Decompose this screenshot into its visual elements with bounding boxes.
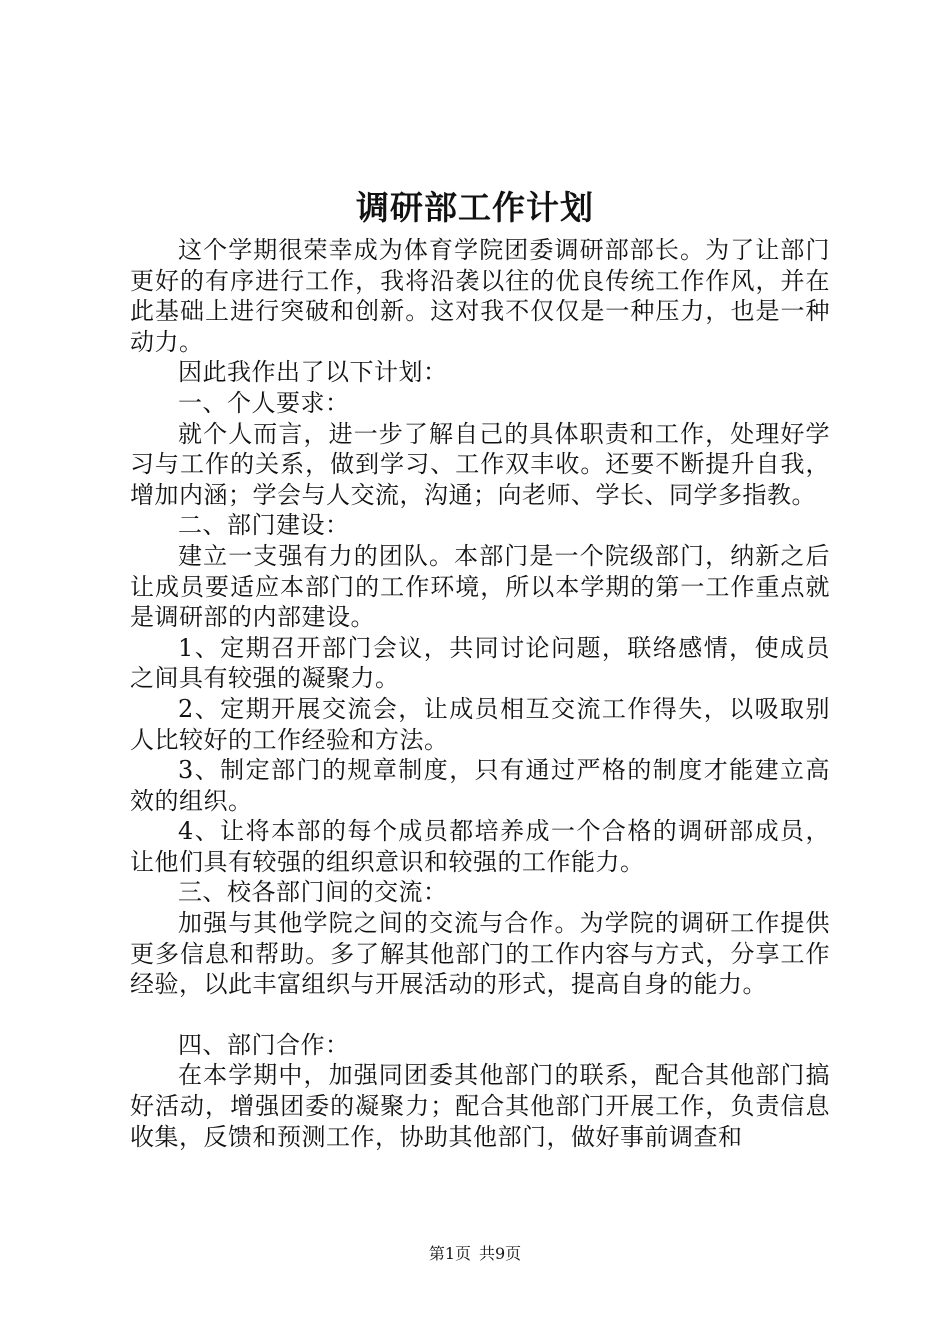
- page-total: 共9页: [479, 1244, 522, 1263]
- section-heading-personal: 一、个人要求：: [178, 388, 350, 417]
- section-heading-cooperation: 四、部门合作：: [178, 1030, 350, 1059]
- list-item-4: 4、让将本部的每个成员都培养成一个合格的调研部成员，让他们具有较强的组织意识和较强的工作能力。: [130, 817, 830, 876]
- document-body: [130, 235, 830, 1152]
- section-heading-exchange: 三、校各部门间的交流：: [178, 878, 448, 907]
- document-title: 调研部工作计划: [356, 188, 594, 227]
- list-item-1: 1、定期召开部门会议，共同讨论问题，联络感情，使成员之间具有较强的凝聚力。: [130, 633, 830, 693]
- paragraph-personal: 就个人而言，进一步了解自己的具体职责和工作，处理好学习与工作的关系，做到学习、工作双丰收。还要不断提升自我，增加内涵；学会与人交流，沟通；向老师、学长、同学多指教。: [130, 419, 830, 509]
- paragraph-intro: 这个学期很荣幸成为体育学院团委调研部部长。为了让部门更好的有序进行工作，我将沿袭以往的优良传统工作作风，并在此基础上进行突破和创新。这对我不仅仅是一种压力，也是一种动力。: [130, 236, 830, 356]
- paragraph-cooperation: 在本学期中，加强同团委其他部门的联系，配合其他部门搞好活动，增强团委的凝聚力；配合其他部门开展工作，负责信息收集，反馈和预测工作，协助其他部门，做好事前调查和: [130, 1061, 830, 1151]
- page-footer: [0, 1243, 950, 1265]
- paragraph-plan-lead: 因此我作出了以下计划：: [178, 358, 448, 387]
- list-item-3: 3、制定部门的规章制度，只有通过严格的制度才能建立高效的组织。: [130, 756, 830, 815]
- paragraph-exchange: 加强与其他学院之间的交流与合作。为学院的调研工作提供更多信息和帮助。多了解其他部门的工作内容与方式，分享工作经验，以此丰富组织与开展活动的形式，提高自身的能力。: [130, 909, 830, 999]
- paragraph-department: 建立一支强有力的团队。本部门是一个院级部门，纳新之后让成员要适应本部门的工作环境，所以本学期的第一工作重点就是调研部的内部建设。: [130, 541, 830, 632]
- page-number: 第1页: [428, 1244, 471, 1263]
- section-heading-department: 二、部门建设：: [178, 511, 350, 540]
- list-item-2: 2、定期开展交流会，让成员相互交流工作得失，以吸取别人比较好的工作经验和方法。: [130, 694, 830, 754]
